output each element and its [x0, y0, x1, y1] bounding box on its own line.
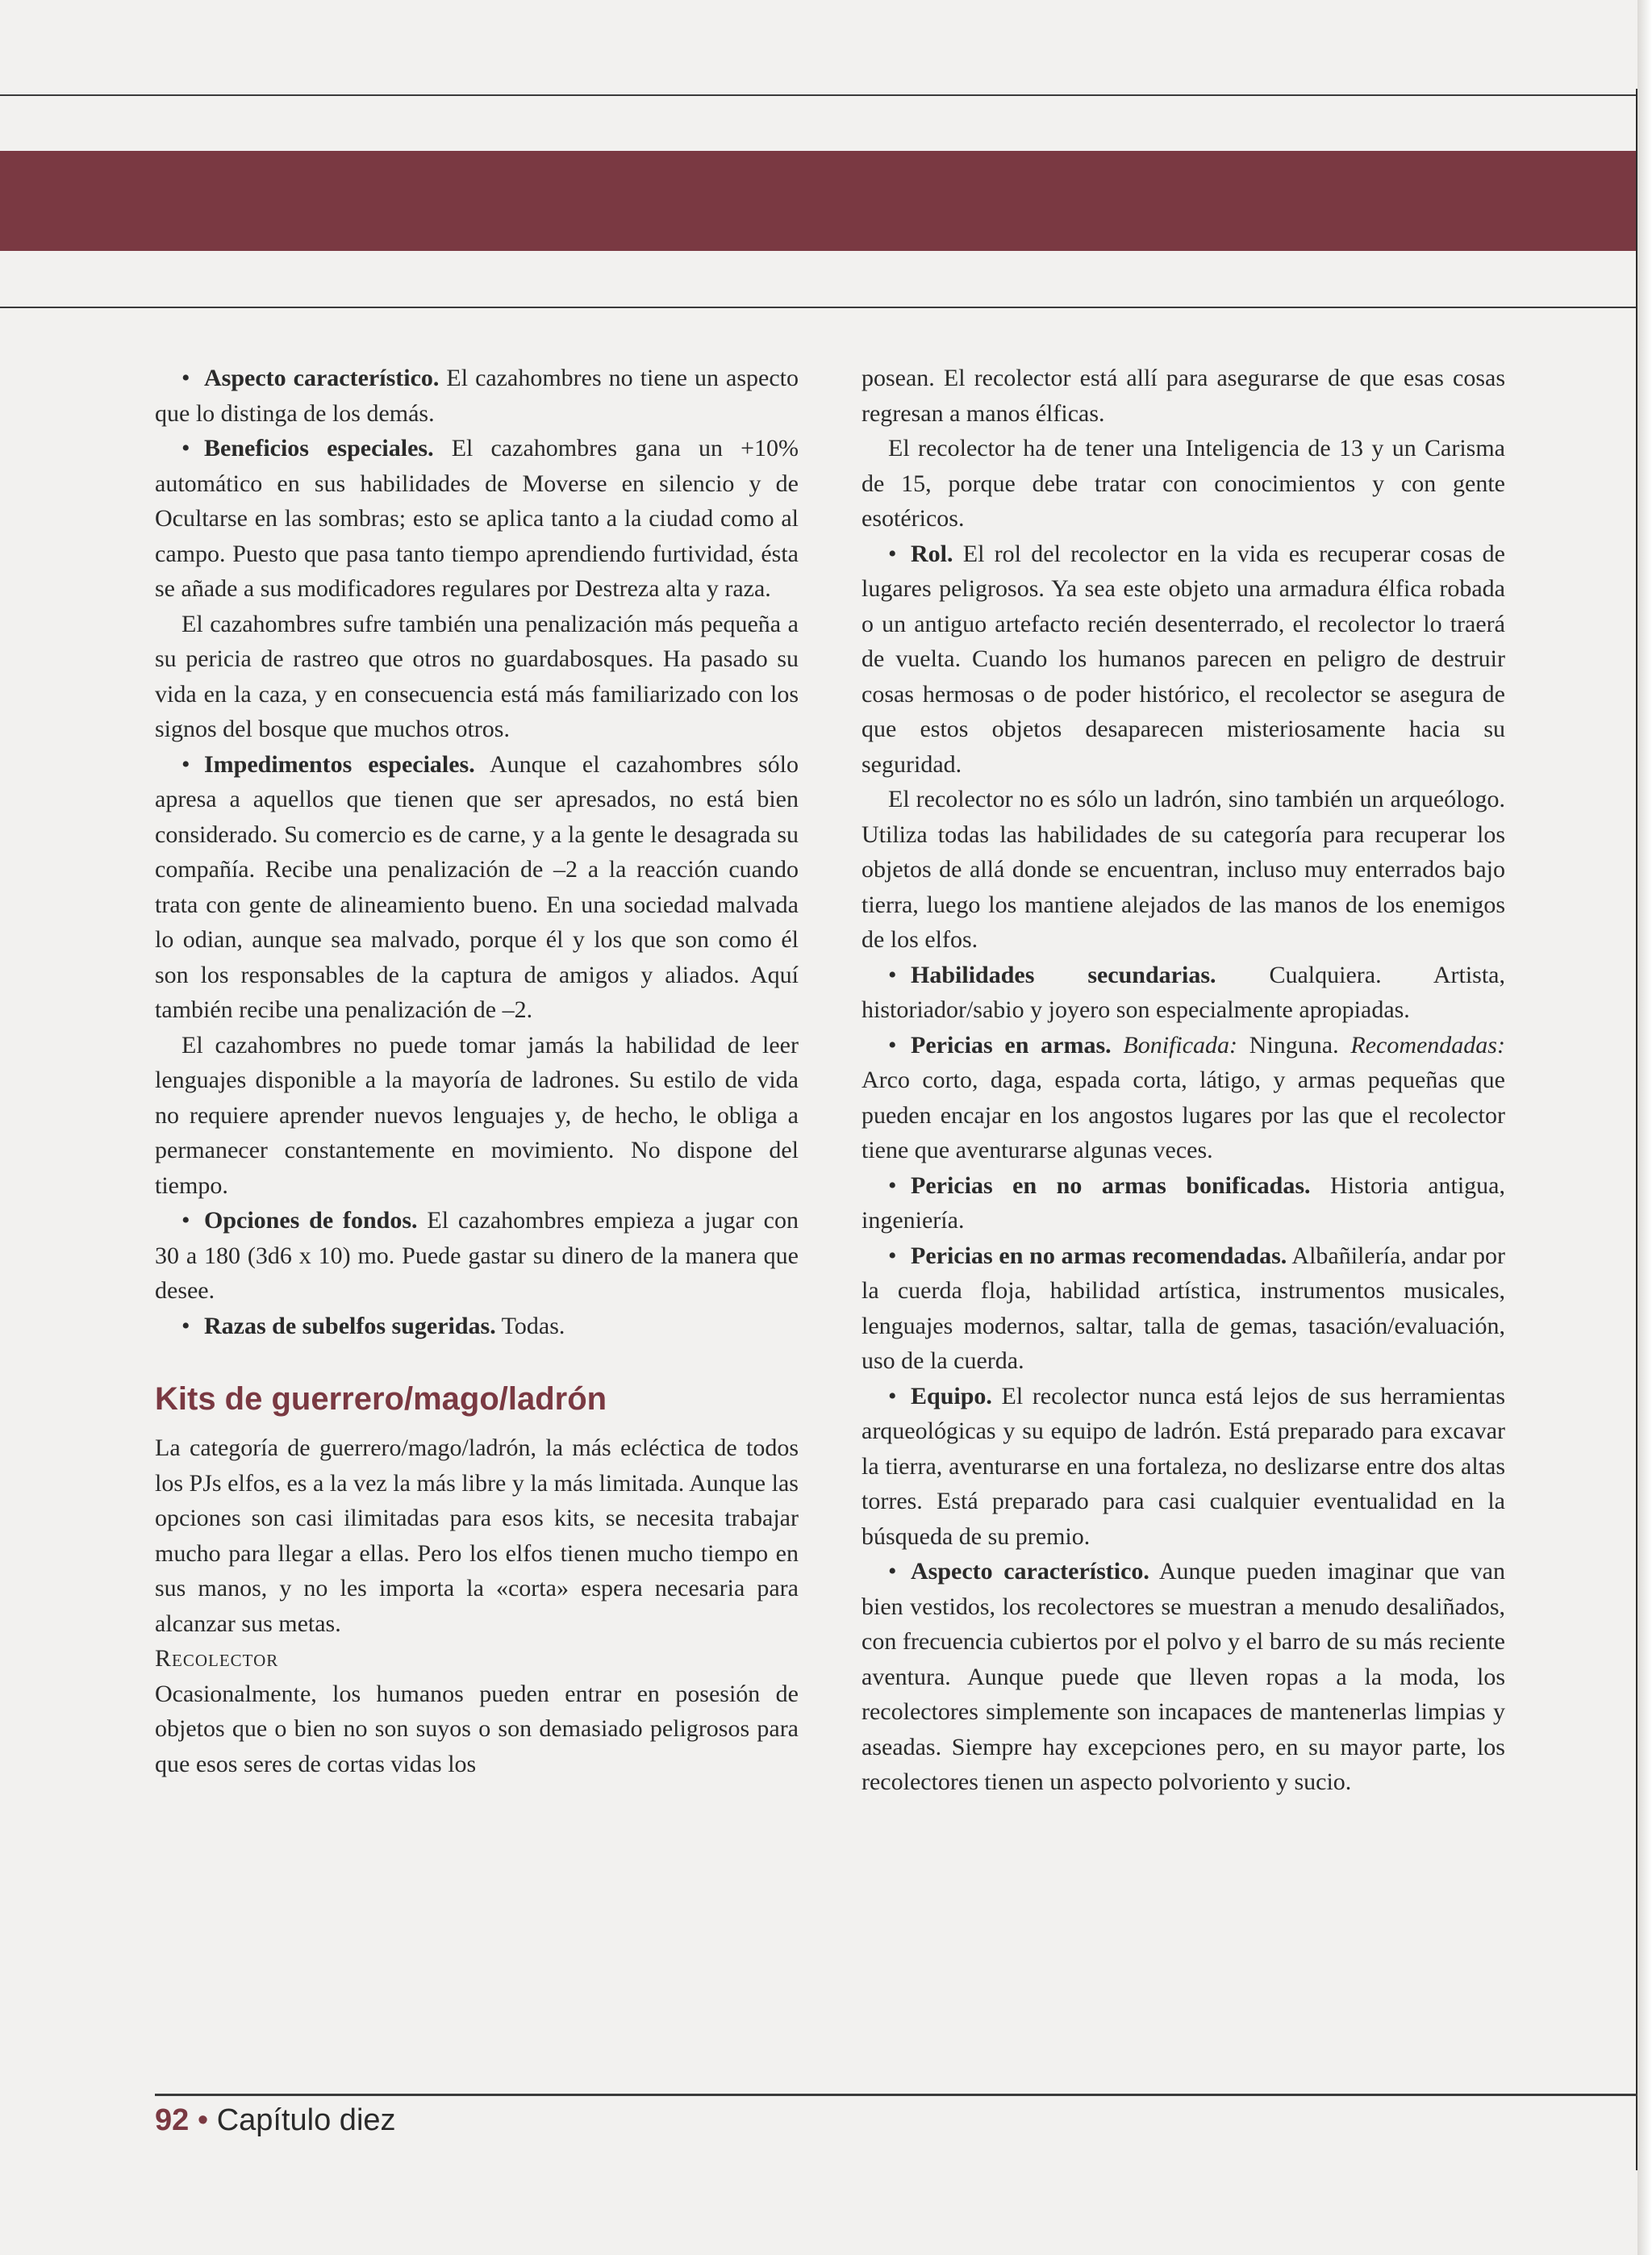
paragraph — [861, 958, 1505, 1028]
paragraph — [861, 1028, 1505, 1168]
italic-term: Bonificada: — [1123, 1031, 1238, 1059]
top-rule — [0, 94, 1637, 96]
term-label: Equipo. — [911, 1382, 992, 1409]
paragraph: Ocasionalmente, los humanos pueden entrar en posesión de objetos que o bien no son suyos o son demasiado peligrosos para que esos seres de cortas vidas los — [155, 1680, 799, 1777]
paragraph-text: Arco corto, daga, espada corta, látigo, y armas pequeñas que pueden encajar en los angostos lugares por las que el recolector tiene que aventurarse algunas veces. — [861, 1067, 1505, 1163]
paragraph-text: Albañilería, andar por la cuerda floja, habilidad artística, instrumentos musicales, lenguajes modernos, saltar, talla de gemas, tasación/evaluación, uso de la cuerda. — [861, 1242, 1505, 1374]
left-column — [155, 361, 799, 1781]
footer-rule — [155, 2094, 1637, 2096]
paragraph-text: El recolector nunca está lejos de sus herramientas arqueológicas y su equipo de ladrón. Está preparado para excavar la tierra, aventurarse en una fortaleza, no deslizarse entre dos altas torres. Está preparado para casi cualquier eventualidad en la búsqueda de su premio. — [861, 1382, 1505, 1550]
paragraph-text: Cualquiera. Artista, historiador/sabio y joyero son especialmente apropiadas. — [861, 961, 1505, 1023]
bullet-icon: • — [888, 1558, 897, 1585]
paragraph: El recolector no es sólo un ladrón, sino también un arqueólogo. Utiliza todas las habilidades de su categoría para recuperar los objetos de allá donde se encuentran, incluso muy enterrados bajo tierra, luego los mantiene alejados de las manos de los enemigos de los elfos. — [861, 786, 1505, 953]
paragraph — [861, 1238, 1505, 1379]
paragraph: El recolector ha de tener una Inteligencia de 13 y un Carisma de 15, porque debe tratar con conocimientos y con gente esotéricos. — [861, 435, 1505, 532]
term-label: Opciones de fondos. — [204, 1207, 418, 1234]
bullet-icon: • — [888, 961, 897, 988]
bullet-icon: • — [888, 540, 897, 567]
term-label: Aspecto característico. — [204, 365, 440, 391]
paragraph-text: El cazahombres gana un +10% automático en sus habilidades de Moverse en silencio y de Ocultarse en las sombras; esto se aplica tanto a la ciudad como al campo. Puesto que pasa tanto tiempo aprendiendo furtividad, ésta se añade a sus modificadores regulares por Destreza alta y raza. — [155, 435, 799, 602]
bullet-icon: • — [181, 750, 190, 778]
bullet-icon: • — [181, 435, 190, 461]
header-banner — [0, 151, 1637, 251]
bullet-icon: • — [888, 1171, 897, 1199]
term-label: Beneficios especiales. — [204, 435, 434, 461]
paragraph-text: El cazahombres empieza a jugar con 30 a 180 (3d6 x 10) mo. Puede gastar su dinero de la manera que desee. — [155, 1207, 799, 1304]
paragraph-text: Aunque el cazahombres sólo apresa a aquellos que tienen que ser apresados, no está bien considerado. Su comercio es de carne, y a la gente le desagrada su compañía. Recibe una penalización de –2 a la reacción cuando trata con gente de alineamiento bueno. En una sociedad malvada lo odian, aunque sea malvado, porque él y los que son como él son los responsables de la captura de amigos y aliados. Aquí también recibe una penalización de –2. — [155, 750, 799, 1023]
header-bottom-rule — [0, 307, 1637, 308]
page-footer — [155, 2103, 396, 2138]
footer-separator: • — [197, 2103, 209, 2137]
bullet-icon: • — [888, 1382, 897, 1409]
page-number: 92 — [155, 2103, 190, 2137]
term-label: Aspecto característico. — [911, 1558, 1149, 1585]
paragraph — [861, 1168, 1505, 1238]
bullet-icon: • — [181, 1207, 190, 1234]
bullet-icon: • — [181, 365, 190, 391]
paragraph: El cazahombres no puede tomar jamás la habilidad de leer lenguajes disponible a la mayoría de ladrones. Su estilo de vida no requiere aprender nuevos lenguajes y, de hecho, le obliga a permanecer constantemente en movimiento. No dispone del tiempo. — [155, 1031, 799, 1199]
term-label: Pericias en no armas recomendadas. — [911, 1242, 1287, 1269]
term-label: Habilidades secundarias. — [911, 961, 1216, 988]
paragraph-text: Todas. — [495, 1312, 565, 1339]
paragraph-text: Ninguna. — [1237, 1031, 1351, 1059]
term-label: Impedimentos especiales. — [204, 750, 475, 778]
paragraph: La categoría de guerrero/mago/ladrón, la más ecléctica de todos los PJs elfos, es a la vez la más libre y la más limitada. Aunque las opciones son casi ilimitadas para esos kits, se necesita trabajar mucho para llegar a ellas. Pero los elfos tienen mucho tiempo en sus manos, y no les importa la «corta» espera necesaria para alcanzar sus metas. — [155, 1434, 799, 1637]
paragraph — [155, 1203, 799, 1309]
paragraph: El cazahombres sufre también una penalización más pequeña a su pericia de rastreo que otros no guardabosques. Ha pasado su vida en la caza, y en consecuencia está más familiarizado con los signos del bosque que muchos otros. — [155, 610, 799, 742]
paragraph-text: El cazahombres no tiene un aspecto que lo distinga de los demás. — [155, 365, 799, 427]
bullet-icon: • — [888, 1031, 897, 1059]
subsection-heading: Recolector — [155, 1645, 279, 1672]
chapter-title: Capítulo diez — [216, 2103, 396, 2137]
paragraph-text: Aunque pueden imaginar que van bien vestidos, los recolectores se muestran a menudo desaliñados, con frecuencia cubiertos por el polvo y el barro de su más reciente aventura. Aunque puede que lleven ropas a la moda, los recolectores simplemente son incapaces de mantenerlas limpias y aseadas. Siempre hay excepciones pero, en su mayor parte, los recolectores tienen un aspecto polvoriento y sucio. — [861, 1558, 1505, 1795]
paragraph — [155, 747, 799, 1028]
term-label: Pericias en armas. — [911, 1031, 1112, 1059]
italic-term: Recomendadas: — [1350, 1031, 1505, 1059]
right-column — [861, 361, 1505, 1800]
paragraph — [155, 1309, 799, 1344]
term-label: Pericias en no armas bonificadas. — [911, 1171, 1311, 1199]
paragraph-text: El rol del recolector en la vida es recuperar cosas de lugares peligrosos. Ya sea este objeto una armadura élfica robada o un antiguo artefacto recién desenterrado, el recolector lo traerá de vuelta. Cuando los humanos parecen en peligro de destruir cosas hermosas o de poder histórico, el recolector se asegura de que estos objetos desaparecen misteriosamente hacia su seguridad. — [861, 540, 1505, 778]
page-edge — [1637, 0, 1652, 2255]
paragraph — [155, 361, 799, 431]
page-edge-line — [1636, 89, 1637, 2170]
bullet-icon: • — [181, 1312, 190, 1339]
term-label: Razas de subelfos sugeridas. — [204, 1312, 496, 1339]
paragraph — [861, 1379, 1505, 1555]
paragraph — [861, 537, 1505, 783]
section-heading: Kits de guerrero/mago/ladrón — [155, 1381, 607, 1417]
paragraph — [155, 431, 799, 607]
paragraph: posean. El recolector está allí para asegurarse de que esas cosas regresan a manos élficas. — [861, 365, 1505, 427]
bullet-icon: • — [888, 1242, 897, 1269]
term-label: Rol. — [911, 540, 953, 567]
paragraph-text: Historia antigua, ingeniería. — [861, 1171, 1505, 1234]
paragraph — [861, 1554, 1505, 1800]
